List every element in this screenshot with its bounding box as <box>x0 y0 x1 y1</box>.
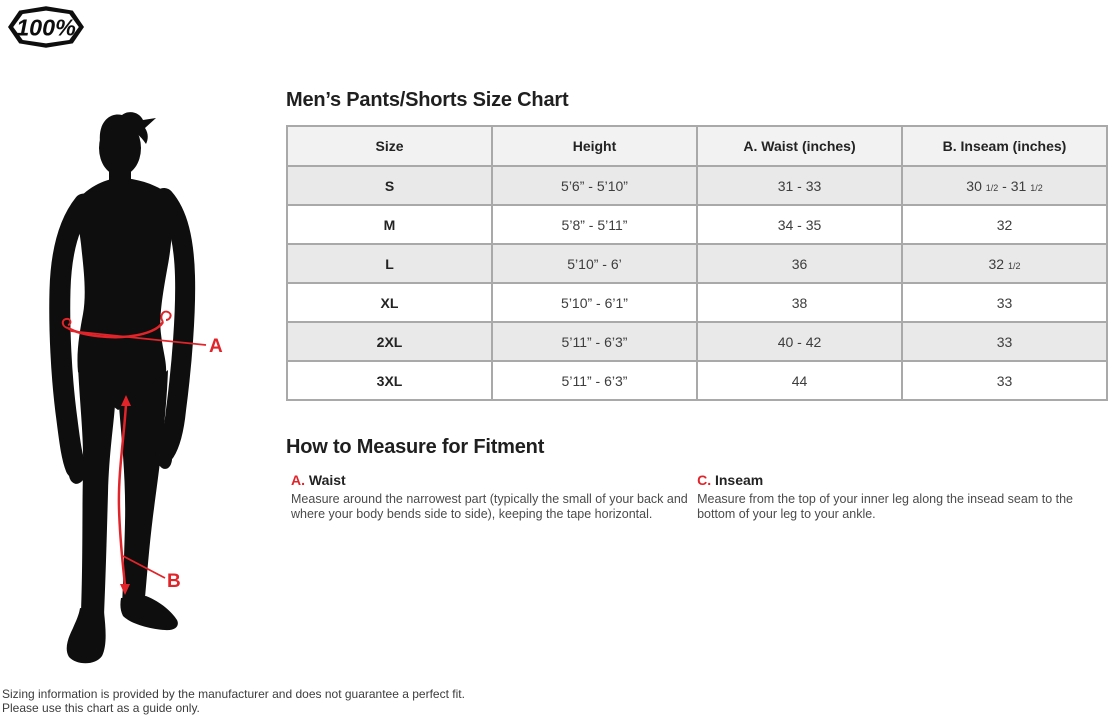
cell-inseam: 30 1/2 - 31 1/2 <box>902 166 1107 205</box>
table-row <box>287 166 1107 205</box>
size-table-body <box>287 166 1107 400</box>
measure-item-inseam <box>697 471 1108 522</box>
column-header-height: Height <box>492 126 697 166</box>
logo-text: 100% <box>16 14 76 41</box>
column-header-waist: A. Waist (inches) <box>697 126 902 166</box>
left-foot <box>67 608 106 663</box>
measure-name: Inseam <box>714 472 764 488</box>
cell-height: 5’11” - 6’3” <box>492 361 697 400</box>
fraction-half: 1/2 <box>1007 260 1021 271</box>
cell-size: 3XL <box>287 361 492 400</box>
measure-items <box>286 471 1108 522</box>
measure-item-heading <box>697 471 1108 489</box>
table-row <box>287 283 1107 322</box>
cell-size: 2XL <box>287 322 492 361</box>
cell-waist: 31 - 33 <box>697 166 902 205</box>
measure-section-title: How to Measure for Fitment <box>286 436 545 458</box>
left-leg <box>78 366 115 616</box>
fit-guide-figure <box>10 108 250 668</box>
cell-height: 5’8” - 5’11” <box>492 205 697 244</box>
brand-logo[interactable] <box>8 4 84 50</box>
cell-inseam: 32 1/2 <box>902 244 1107 283</box>
cell-waist: 38 <box>697 283 902 322</box>
cell-height: 5’10” - 6’ <box>492 244 697 283</box>
cell-size: XL <box>287 283 492 322</box>
disclaimer-line-1: Sizing information is provided by the manufacturer and does not guarantee a perfect fit. <box>2 687 465 701</box>
cell-inseam: 32 <box>902 205 1107 244</box>
size-table-head <box>287 126 1107 166</box>
cell-height: 5’10” - 6’1” <box>492 283 697 322</box>
cell-height: 5’6” - 5’10” <box>492 166 697 205</box>
disclaimer-line-2: Please use this chart as a guide only. <box>2 701 200 715</box>
table-row <box>287 361 1107 400</box>
measure-description: Measure from the top of your inner leg along the insead seam to the bottom of your leg to your ankle. <box>697 492 1073 521</box>
cell-inseam: 33 <box>902 283 1107 322</box>
size-table <box>286 125 1108 401</box>
measure-name: Waist <box>308 472 346 488</box>
cell-size: L <box>287 244 492 283</box>
table-row <box>287 205 1107 244</box>
column-header-inseam: B. Inseam (inches) <box>902 126 1107 166</box>
cell-waist: 34 - 35 <box>697 205 902 244</box>
measure-item-waist <box>286 471 697 522</box>
waist-tape-curl-right <box>161 312 170 322</box>
measure-letter: C. <box>697 472 712 488</box>
cell-size: M <box>287 205 492 244</box>
measure-item-heading <box>291 471 697 489</box>
fraction-half: 1/2 <box>1030 182 1043 193</box>
inseam-label-b: B <box>167 571 181 592</box>
measure-letter: A. <box>291 472 305 488</box>
cell-height: 5’11” - 6’3” <box>492 322 697 361</box>
cell-waist: 44 <box>697 361 902 400</box>
table-row <box>287 322 1107 361</box>
cell-waist: 40 - 42 <box>697 322 902 361</box>
measure-description: Measure around the narrowest part (typically the small of your back and where your body bends side to side), keeping the tape horizontal. <box>291 492 688 521</box>
cell-waist: 36 <box>697 244 902 283</box>
sizing-disclaimer <box>2 687 465 715</box>
table-row <box>287 244 1107 283</box>
header-row <box>287 126 1107 166</box>
cell-inseam: 33 <box>902 361 1107 400</box>
cell-size: S <box>287 166 492 205</box>
column-header-size: Size <box>287 126 492 166</box>
page-title: Men’s Pants/Shorts Size Chart <box>286 89 569 111</box>
cell-inseam: 33 <box>902 322 1107 361</box>
main-content <box>286 88 1108 522</box>
right-foot <box>120 596 177 630</box>
fraction-half: 1/2 <box>985 182 999 193</box>
waist-label-a: A <box>209 336 223 357</box>
